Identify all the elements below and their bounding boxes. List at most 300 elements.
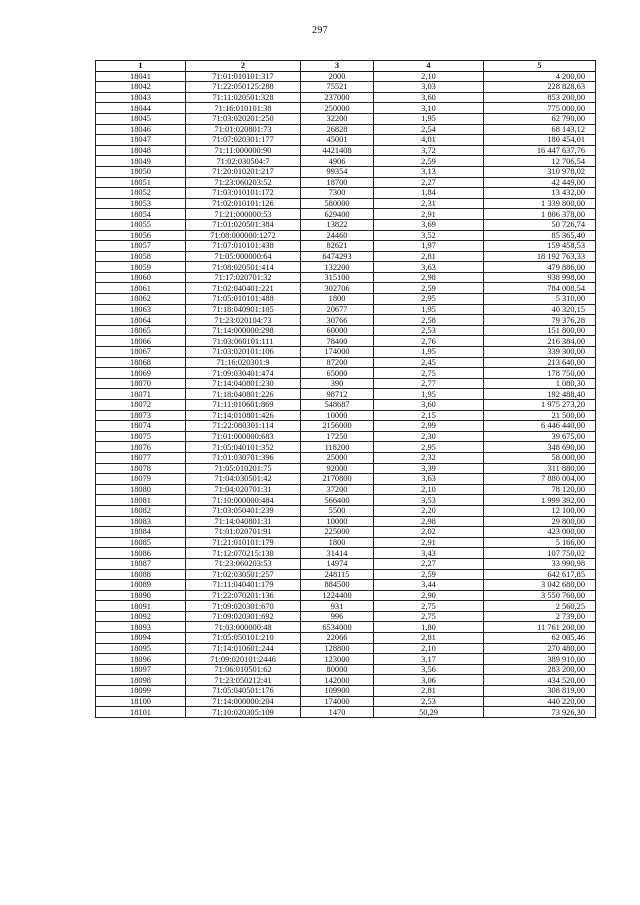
rate-cell: 2,45 xyxy=(374,357,484,368)
rate-cell: 1,95 xyxy=(374,304,484,315)
table-row xyxy=(96,580,596,591)
area-cell: 13822 xyxy=(301,219,374,230)
cadastral-number-cell: 71:22:050125:288 xyxy=(186,82,301,93)
cadastral-number-cell: 71:01:000000:683 xyxy=(186,431,301,442)
value-cell: 3 042 680,00 xyxy=(484,580,596,591)
row-number-cell: 18088 xyxy=(96,569,186,580)
value-cell: 73 926,30 xyxy=(484,707,596,718)
rate-cell: 2,98 xyxy=(374,516,484,527)
row-number-cell: 18089 xyxy=(96,580,186,591)
rate-cell: 1,95 xyxy=(374,113,484,124)
cadastral-number-cell: 71:03:020101:106 xyxy=(186,347,301,358)
area-cell: 24460 xyxy=(301,230,374,241)
table-row xyxy=(96,113,596,124)
row-number-cell: 18063 xyxy=(96,304,186,315)
area-cell: 1224400 xyxy=(301,590,374,601)
cadastral-number-cell: 71:16:010101:38 xyxy=(186,103,301,114)
area-cell: 87200 xyxy=(301,357,374,368)
table-header-row xyxy=(96,61,596,72)
row-number-cell: 18066 xyxy=(96,336,186,347)
area-cell: 26828 xyxy=(301,124,374,135)
cadastral-number-cell: 71:05:050101:210 xyxy=(186,633,301,644)
rate-cell: 2,90 xyxy=(374,590,484,601)
area-cell: 45001 xyxy=(301,135,374,146)
area-cell: 132200 xyxy=(301,262,374,273)
cadastral-number-cell: 71:18:040801:226 xyxy=(186,389,301,400)
rate-cell: 2,02 xyxy=(374,527,484,538)
rate-cell: 2,31 xyxy=(374,198,484,209)
value-cell: 389 910,00 xyxy=(484,654,596,665)
row-number-cell: 18073 xyxy=(96,410,186,421)
cadastral-number-cell: 71:02:040401:221 xyxy=(186,283,301,294)
value-cell: 151 800,00 xyxy=(484,325,596,336)
cadastral-number-cell: 71:22:070201:136 xyxy=(186,590,301,601)
table-row xyxy=(96,230,596,241)
table-row xyxy=(96,495,596,506)
cadastral-number-cell: 71:21:010101:179 xyxy=(186,537,301,548)
row-number-cell: 18049 xyxy=(96,156,186,167)
rate-cell: 3,69 xyxy=(374,219,484,230)
value-cell: 12 706,54 xyxy=(484,156,596,167)
value-cell: 78 120,00 xyxy=(484,484,596,495)
area-cell: 99354 xyxy=(301,166,374,177)
area-cell: 1800 xyxy=(301,294,374,305)
area-cell: 2000 xyxy=(301,71,374,82)
cadastral-number-cell: 71:05:000000:64 xyxy=(186,251,301,262)
cadastral-number-cell: 71:22:080301:114 xyxy=(186,421,301,432)
rate-cell: 3,53 xyxy=(374,495,484,506)
value-cell: 13 432,00 xyxy=(484,188,596,199)
rate-cell: 1,80 xyxy=(374,622,484,633)
value-cell: 62 790,00 xyxy=(484,113,596,124)
area-cell: 629400 xyxy=(301,209,374,220)
rate-cell: 3,52 xyxy=(374,230,484,241)
table-row xyxy=(96,389,596,400)
cadastral-number-cell: 71:07:010101:438 xyxy=(186,241,301,252)
area-cell: 548687 xyxy=(301,400,374,411)
row-number-cell: 18056 xyxy=(96,230,186,241)
value-cell: 107 750,02 xyxy=(484,548,596,559)
table-row xyxy=(96,558,596,569)
row-number-cell: 18090 xyxy=(96,590,186,601)
row-number-cell: 18052 xyxy=(96,188,186,199)
value-cell: 7 880 004,00 xyxy=(484,474,596,485)
row-number-cell: 18091 xyxy=(96,601,186,612)
area-cell: 60000 xyxy=(301,325,374,336)
cadastral-number-cell: 71:11:010601:869 xyxy=(186,400,301,411)
column-header: 2 xyxy=(186,61,301,72)
rate-cell: 2,27 xyxy=(374,177,484,188)
area-cell: 237000 xyxy=(301,92,374,103)
value-cell: 642 617,85 xyxy=(484,569,596,580)
cadastral-number-cell: 71:03:050401:239 xyxy=(186,505,301,516)
table-body xyxy=(96,71,596,717)
table-row xyxy=(96,124,596,135)
rate-cell: 3,17 xyxy=(374,654,484,665)
area-cell: 65000 xyxy=(301,368,374,379)
cadastral-number-cell: 71:17:020701:32 xyxy=(186,272,301,283)
table-row xyxy=(96,325,596,336)
area-cell: 5500 xyxy=(301,505,374,516)
value-cell: 283 200,00 xyxy=(484,664,596,675)
rate-cell: 2,95 xyxy=(374,294,484,305)
table-row xyxy=(96,548,596,559)
cadastral-number-cell: 71:11:020501:328 xyxy=(186,92,301,103)
value-cell: 479 886,00 xyxy=(484,262,596,273)
column-header: 4 xyxy=(374,61,484,72)
table-row xyxy=(96,92,596,103)
row-number-cell: 18077 xyxy=(96,452,186,463)
table-row xyxy=(96,103,596,114)
row-number-cell: 18048 xyxy=(96,145,186,156)
table-row xyxy=(96,400,596,411)
value-cell: 180 454,01 xyxy=(484,135,596,146)
area-cell: 32200 xyxy=(301,113,374,124)
value-cell: 1 080,30 xyxy=(484,378,596,389)
row-number-cell: 18046 xyxy=(96,124,186,135)
cadastral-number-cell: 71:08:020501:414 xyxy=(186,262,301,273)
page-number: 297 xyxy=(312,25,328,36)
value-cell: 12 100,00 xyxy=(484,505,596,516)
table-row xyxy=(96,251,596,262)
table-row xyxy=(96,198,596,209)
rate-cell: 1,97 xyxy=(374,241,484,252)
cadastral-number-cell: 71:05:010101:488 xyxy=(186,294,301,305)
cadastral-number-cell: 71:14:010601:244 xyxy=(186,643,301,654)
rate-cell: 3,03 xyxy=(374,82,484,93)
table-row xyxy=(96,622,596,633)
table-row xyxy=(96,505,596,516)
value-cell: 1 806 378,00 xyxy=(484,209,596,220)
rate-cell: 3,10 xyxy=(374,103,484,114)
rate-cell: 2,30 xyxy=(374,431,484,442)
value-cell: 18 192 763,33 xyxy=(484,251,596,262)
row-number-cell: 18078 xyxy=(96,463,186,474)
row-number-cell: 18086 xyxy=(96,548,186,559)
cadastral-number-cell: 71:04:030501:42 xyxy=(186,474,301,485)
cadastral-number-cell: 71:11:040401:179 xyxy=(186,580,301,591)
rate-cell: 3,43 xyxy=(374,548,484,559)
table-row xyxy=(96,347,596,358)
value-cell: 39 675,00 xyxy=(484,431,596,442)
rate-cell: 2,10 xyxy=(374,71,484,82)
table-row xyxy=(96,686,596,697)
area-cell: 37200 xyxy=(301,484,374,495)
row-number-cell: 18095 xyxy=(96,643,186,654)
area-cell: 128800 xyxy=(301,643,374,654)
cadastral-number-cell: 71:01:020801:73 xyxy=(186,124,301,135)
row-number-cell: 18064 xyxy=(96,315,186,326)
value-cell: 938 998,00 xyxy=(484,272,596,283)
table-row xyxy=(96,664,596,675)
rate-cell: 2,59 xyxy=(374,569,484,580)
area-cell: 1470 xyxy=(301,707,374,718)
area-cell: 10000 xyxy=(301,516,374,527)
table-row xyxy=(96,315,596,326)
column-header: 1 xyxy=(96,61,186,72)
rate-cell: 2,75 xyxy=(374,368,484,379)
value-cell: 79 376,28 xyxy=(484,315,596,326)
value-cell: 216 384,00 xyxy=(484,336,596,347)
cadastral-number-cell: 71:20:010201:217 xyxy=(186,166,301,177)
cadastral-number-cell: 71:07:020301:177 xyxy=(186,135,301,146)
rate-cell: 50,29 xyxy=(374,707,484,718)
row-number-cell: 18053 xyxy=(96,198,186,209)
row-number-cell: 18067 xyxy=(96,347,186,358)
area-cell: 98712 xyxy=(301,389,374,400)
cadastral-number-cell: 71:23:060203:53 xyxy=(186,558,301,569)
cadastral-number-cell: 71:03:020201:250 xyxy=(186,113,301,124)
row-number-cell: 18094 xyxy=(96,633,186,644)
row-number-cell: 18051 xyxy=(96,177,186,188)
value-cell: 3 550 760,00 xyxy=(484,590,596,601)
row-number-cell: 18093 xyxy=(96,622,186,633)
area-cell: 4421408 xyxy=(301,145,374,156)
value-cell: 4 200,00 xyxy=(484,71,596,82)
area-cell: 302706 xyxy=(301,283,374,294)
area-cell: 123000 xyxy=(301,654,374,665)
area-cell: 22066 xyxy=(301,633,374,644)
cadastral-number-cell: 71:23:050212:41 xyxy=(186,675,301,686)
value-cell: 178 750,00 xyxy=(484,368,596,379)
table-row xyxy=(96,71,596,82)
area-cell: 14974 xyxy=(301,558,374,569)
row-number-cell: 18058 xyxy=(96,251,186,262)
cadastral-number-cell: 71:04:020701:31 xyxy=(186,484,301,495)
rate-cell: 2,59 xyxy=(374,283,484,294)
table-row xyxy=(96,527,596,538)
rate-cell: 2,15 xyxy=(374,410,484,421)
rate-cell: 4,01 xyxy=(374,135,484,146)
cadastral-number-cell: 71:16:020301:9 xyxy=(186,357,301,368)
table-row xyxy=(96,283,596,294)
rate-cell: 2,99 xyxy=(374,421,484,432)
row-number-cell: 18043 xyxy=(96,92,186,103)
table-row xyxy=(96,378,596,389)
rate-cell: 2,98 xyxy=(374,272,484,283)
cadastral-number-cell: 71:14:040801:31 xyxy=(186,516,301,527)
rate-cell: 2,59 xyxy=(374,156,484,167)
cadastral-number-cell: 71:18:040901:105 xyxy=(186,304,301,315)
cadastral-number-cell: 71:02:030501:257 xyxy=(186,569,301,580)
cadastral-number-cell: 71:23:060203:52 xyxy=(186,177,301,188)
table-row xyxy=(96,368,596,379)
rate-cell: 2,81 xyxy=(374,686,484,697)
area-cell: 118200 xyxy=(301,442,374,453)
rate-cell: 2,53 xyxy=(374,325,484,336)
row-number-cell: 18047 xyxy=(96,135,186,146)
table-row xyxy=(96,707,596,718)
value-cell: 1 975 273,20 xyxy=(484,400,596,411)
cadastral-number-cell: 71:01:020701:91 xyxy=(186,527,301,538)
value-cell: 310 978,02 xyxy=(484,166,596,177)
table-row xyxy=(96,262,596,273)
cadastral-number-cell: 71:01:010101:317 xyxy=(186,71,301,82)
row-number-cell: 18081 xyxy=(96,495,186,506)
row-number-cell: 18101 xyxy=(96,707,186,718)
value-cell: 62 005,46 xyxy=(484,633,596,644)
row-number-cell: 18087 xyxy=(96,558,186,569)
rate-cell: 1,95 xyxy=(374,347,484,358)
rate-cell: 1,95 xyxy=(374,389,484,400)
cadastral-number-cell: 71:21:000000:53 xyxy=(186,209,301,220)
row-number-cell: 18096 xyxy=(96,654,186,665)
cadastral-number-cell: 71:10:020305:109 xyxy=(186,707,301,718)
row-number-cell: 18072 xyxy=(96,400,186,411)
rate-cell: 2,95 xyxy=(374,442,484,453)
area-cell: 315100 xyxy=(301,272,374,283)
cadastral-number-cell: 71:02:010101:126 xyxy=(186,198,301,209)
row-number-cell: 18068 xyxy=(96,357,186,368)
rate-cell: 2,75 xyxy=(374,611,484,622)
value-cell: 29 800,00 xyxy=(484,516,596,527)
table-row xyxy=(96,272,596,283)
value-cell: 228 828,63 xyxy=(484,82,596,93)
value-cell: 1 339 800,00 xyxy=(484,198,596,209)
cadastral-number-cell: 71:14:000000:298 xyxy=(186,325,301,336)
area-cell: 20677 xyxy=(301,304,374,315)
rate-cell: 3,60 xyxy=(374,400,484,411)
area-cell: 225000 xyxy=(301,527,374,538)
area-cell: 92000 xyxy=(301,463,374,474)
table-row xyxy=(96,135,596,146)
area-cell: 78400 xyxy=(301,336,374,347)
rate-cell: 3,60 xyxy=(374,92,484,103)
rate-cell: 2,81 xyxy=(374,251,484,262)
rate-cell: 3,39 xyxy=(374,463,484,474)
area-cell: 566400 xyxy=(301,495,374,506)
table-row xyxy=(96,177,596,188)
rate-cell: 2,58 xyxy=(374,315,484,326)
value-cell: 423 000,00 xyxy=(484,527,596,538)
value-cell: 434 520,00 xyxy=(484,675,596,686)
cadastral-number-cell: 71:05:040501:176 xyxy=(186,686,301,697)
table-row xyxy=(96,219,596,230)
area-cell: 996 xyxy=(301,611,374,622)
table-row xyxy=(96,484,596,495)
row-number-cell: 18062 xyxy=(96,294,186,305)
row-number-cell: 18080 xyxy=(96,484,186,495)
rate-cell: 2,27 xyxy=(374,558,484,569)
table-row xyxy=(96,304,596,315)
table-row xyxy=(96,188,596,199)
rate-cell: 2,32 xyxy=(374,452,484,463)
value-cell: 775 000,00 xyxy=(484,103,596,114)
row-number-cell: 18057 xyxy=(96,241,186,252)
row-number-cell: 18084 xyxy=(96,527,186,538)
row-number-cell: 18092 xyxy=(96,611,186,622)
cadastral-number-cell: 71:06:010501:62 xyxy=(186,664,301,675)
table-row xyxy=(96,601,596,612)
value-cell: 213 640,00 xyxy=(484,357,596,368)
area-cell: 31414 xyxy=(301,548,374,559)
row-number-cell: 18060 xyxy=(96,272,186,283)
cadastral-number-cell: 71:03:010101:172 xyxy=(186,188,301,199)
area-cell: 80000 xyxy=(301,664,374,675)
rate-cell: 2,81 xyxy=(374,633,484,644)
area-cell: 18700 xyxy=(301,177,374,188)
area-cell: 75521 xyxy=(301,82,374,93)
value-cell: 2 560,25 xyxy=(484,601,596,612)
area-cell: 174000 xyxy=(301,696,374,707)
cadastral-number-cell: 71:23:020104:73 xyxy=(186,315,301,326)
rate-cell: 2,75 xyxy=(374,601,484,612)
table-row xyxy=(96,410,596,421)
table-row xyxy=(96,209,596,220)
value-cell: 33 990,98 xyxy=(484,558,596,569)
column-header: 3 xyxy=(301,61,374,72)
cadastral-number-cell: 71:02:030504:7 xyxy=(186,156,301,167)
table-row xyxy=(96,675,596,686)
area-cell: 25000 xyxy=(301,452,374,463)
rate-cell: 2,53 xyxy=(374,696,484,707)
row-number-cell: 18061 xyxy=(96,283,186,294)
value-cell: 308 819,00 xyxy=(484,686,596,697)
table-row xyxy=(96,82,596,93)
table-row xyxy=(96,452,596,463)
value-cell: 311 880,00 xyxy=(484,463,596,474)
row-number-cell: 18041 xyxy=(96,71,186,82)
table-row xyxy=(96,654,596,665)
table-row xyxy=(96,241,596,252)
area-cell: 17250 xyxy=(301,431,374,442)
table-row xyxy=(96,156,596,167)
value-cell: 5 166,00 xyxy=(484,537,596,548)
value-cell: 440 220,00 xyxy=(484,696,596,707)
rate-cell: 3,56 xyxy=(374,664,484,675)
value-cell: 40 320,15 xyxy=(484,304,596,315)
value-cell: 2 739,00 xyxy=(484,611,596,622)
row-number-cell: 18044 xyxy=(96,103,186,114)
cadastral-value-table xyxy=(95,60,596,718)
table-row xyxy=(96,336,596,347)
value-cell: 5 310,00 xyxy=(484,294,596,305)
row-number-cell: 18054 xyxy=(96,209,186,220)
value-cell: 192 488,40 xyxy=(484,389,596,400)
rate-cell: 2,54 xyxy=(374,124,484,135)
row-number-cell: 18070 xyxy=(96,378,186,389)
table-row xyxy=(96,421,596,432)
cadastral-number-cell: 71:01:020501:384 xyxy=(186,219,301,230)
cadastral-number-cell: 71:08:000000:1272 xyxy=(186,230,301,241)
value-cell: 339 300,00 xyxy=(484,347,596,358)
value-cell: 853 200,00 xyxy=(484,92,596,103)
area-cell: 580000 xyxy=(301,198,374,209)
area-cell: 248115 xyxy=(301,569,374,580)
rate-cell: 2,91 xyxy=(374,209,484,220)
table-row xyxy=(96,516,596,527)
rate-cell: 2,20 xyxy=(374,505,484,516)
rate-cell: 3,44 xyxy=(374,580,484,591)
row-number-cell: 18075 xyxy=(96,431,186,442)
row-number-cell: 18083 xyxy=(96,516,186,527)
area-cell: 2156000 xyxy=(301,421,374,432)
value-cell: 58 000,00 xyxy=(484,452,596,463)
rate-cell: 2,76 xyxy=(374,336,484,347)
rate-cell: 3,13 xyxy=(374,166,484,177)
table-row xyxy=(96,537,596,548)
table-row xyxy=(96,633,596,644)
row-number-cell: 18099 xyxy=(96,686,186,697)
value-cell: 1 999 392,00 xyxy=(484,495,596,506)
cadastral-number-cell: 71:09:020101:2446 xyxy=(186,654,301,665)
cadastral-number-cell: 71:14:010801:426 xyxy=(186,410,301,421)
table-row xyxy=(96,611,596,622)
row-number-cell: 18076 xyxy=(96,442,186,453)
area-cell: 250000 xyxy=(301,103,374,114)
table-row xyxy=(96,166,596,177)
cadastral-number-cell: 71:12:070215:130 xyxy=(186,548,301,559)
